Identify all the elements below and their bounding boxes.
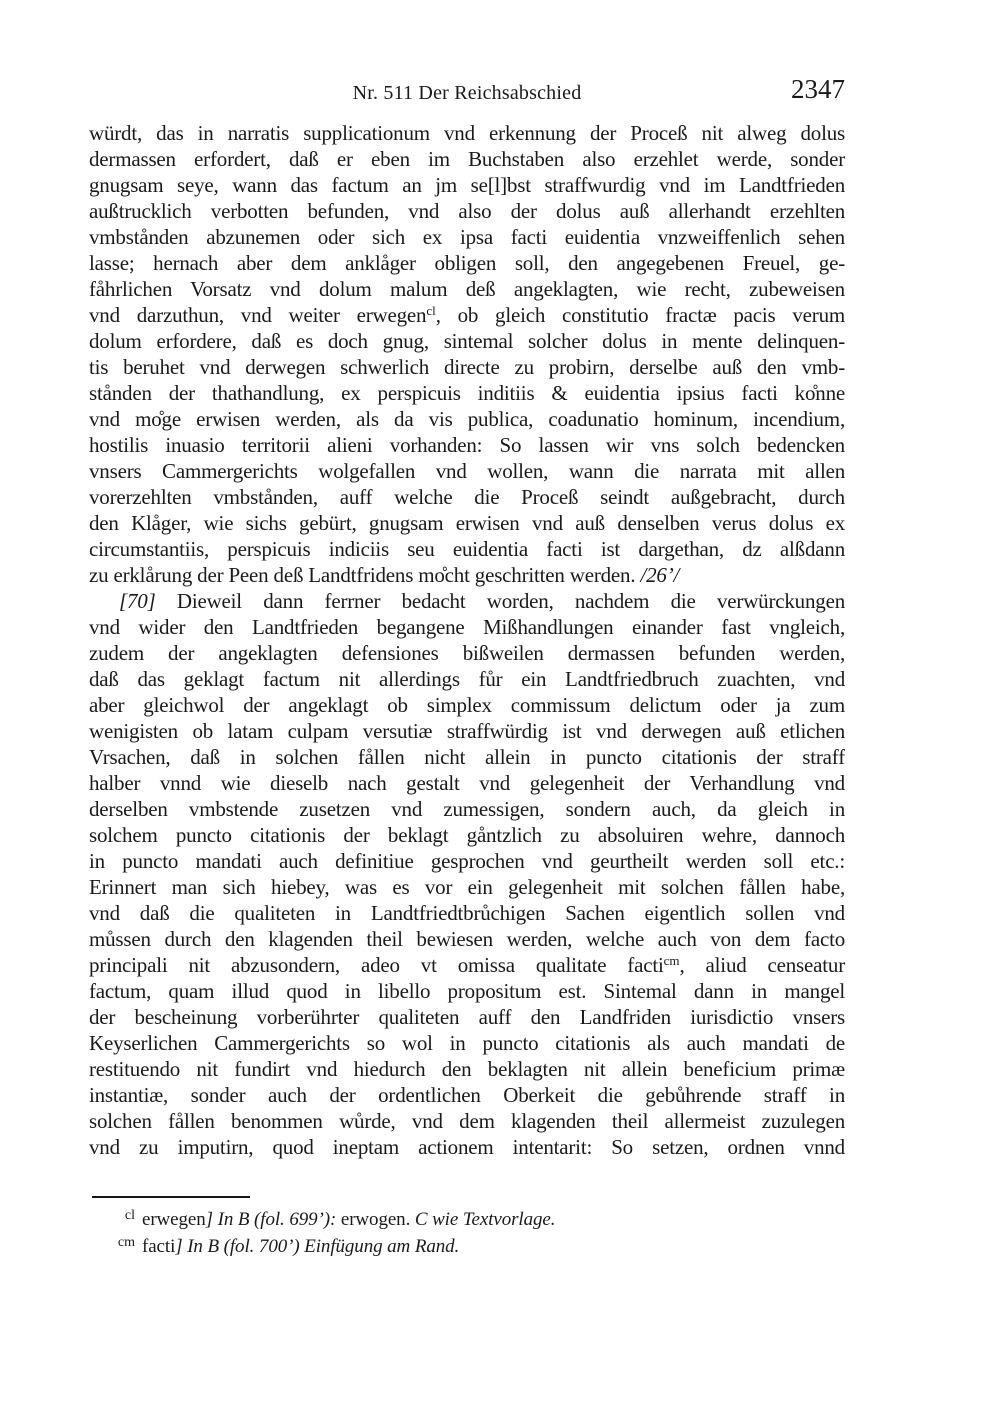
paragraph xyxy=(89,120,845,588)
text-line: dolum erfordere, daß es doch gnug, sintemal solcher dolus in mente delinquen- xyxy=(89,329,845,353)
text-line: zudem der angeklagten defensiones bißweilen dermassen befunden werden, xyxy=(89,641,845,665)
text-line: vnsers Cammergerichts wolgefallen vnd wollen, wann die narrata mit allen xyxy=(89,459,845,483)
text-line: circumstantiis, perspicuis indiciis seu euidentia facti ist dargethan, dz alßdann xyxy=(89,537,845,561)
text-line: vmbstånden abzunemen oder sich ex ipsa facti euidentia vnzweiffenlich sehen xyxy=(89,225,845,249)
text-line: factum, quam illud quod in libello propositum est. Sintemal dann in mangel xyxy=(89,979,845,1003)
text-line: außtrucklich verbotten befunden, vnd also der dolus auß allerhandt erzehlten xyxy=(89,199,845,223)
text-line: fåhrlichen Vorsatz vnd dolum malum deß angeklagten, wie recht, zubeweisen xyxy=(89,277,845,301)
text-line: dermassen erfordert, daß er eben im Buchstaben also erzehlet werde, sonder xyxy=(89,147,845,171)
text-line: hostilis inuasio territorii alieni vorhanden: So lassen wir vns solch bedencken xyxy=(89,433,845,457)
text-line: gnugsam seye, wann das factum an jm se[l]bst straffwurdig vnd im Landtfrieden xyxy=(89,173,845,197)
text-line: instantiæ, sonder auch der ordentlichen Oberkeit die gebůhrende straff in xyxy=(89,1083,845,1107)
body-text xyxy=(89,120,845,1160)
running-title: Nr. 511 Der Reichsabschied xyxy=(352,82,582,104)
footnote: cl erwegen] In B (fol. 699’): erwogen. C wie Textvorlage. xyxy=(89,1207,845,1234)
footnote-list xyxy=(89,1207,845,1261)
text-line: in puncto mandati auch definitiue gesprochen vnd geurtheilt werden soll etc.: xyxy=(89,849,845,873)
page-number: 2347 xyxy=(791,74,845,104)
text-line: stånden der thathandlung, ex perspicuis inditiis & euidentia ipsius facti ko̊nne xyxy=(89,381,845,405)
text-line: vnd wider den Landtfrieden begangene Mißhandlungen einander fast vngleich, xyxy=(89,615,845,639)
text-line: restituendo nit fundirt vnd hiedurch den beklagten nit allein beneficium primæ xyxy=(89,1057,845,1081)
text-line: solchen fållen benommen wůrde, vnd dem klagenden theil allermeist zuzulegen xyxy=(89,1109,845,1133)
text-line: Keyserlichen Cammergerichts so wol in puncto citationis als auch mandati de xyxy=(89,1031,845,1055)
text-line: [70] Dieweil dann ferrner bedacht worden, nachdem die verwürckungen xyxy=(119,589,845,613)
text-line: wenigisten ob latam culpam versutiæ straffwürdig ist vnd derwegen auß etlichen xyxy=(89,719,845,743)
text-line: würdt, das in narratis supplicationum vnd erkennung der Proceß nit alweg dolus xyxy=(89,121,845,145)
page-header xyxy=(89,74,845,110)
text-line: tis beruhet vnd derwegen schwerlich directe zu probirn, derselbe auß den vmb- xyxy=(89,355,845,379)
text-line: halber vnnd wie dieselb nach gestalt vnd gelegenheit der Verhandlung vnd xyxy=(89,771,845,795)
text-line: vnd zu imputirn, quod ineptam actionem intentarit: So setzen, ordnen vnnd xyxy=(89,1135,845,1159)
text-line: daß das geklagt factum nit allerdings fůr ein Landtfriedbruch zuachten, vnd xyxy=(89,667,845,691)
text-line: principali nit abzusondern, adeo vt omissa qualitate facti$^{cm}$, aliud censeatur xyxy=(89,953,845,977)
footnote-marker: cm xyxy=(117,1235,135,1250)
text-line: derselben vmbstende zusetzen vnd zumessigen, sondern auch, da gleich in xyxy=(89,797,845,821)
text-line: vnd daß die qualiteten in Landtfriedtbrůchigen Sachen eigentlich sollen vnd xyxy=(89,901,845,925)
text-line: vorerzehlten vmbstånden, auff welche die Proceß seindt außgebracht, durch xyxy=(89,485,845,509)
footnote-marker: cl xyxy=(124,1208,135,1223)
text-line: den Klåger, wie sichs gebürt, gnugsam erwisen vnd auß denselben verus dolus ex xyxy=(89,511,845,535)
text-line: lasse; hernach aber dem anklåger obligen soll, den angegebenen Freuel, ge- xyxy=(89,251,845,275)
text-line: der bescheinung vorberührter qualiteten auff den Landfriden iurisdictio vnsers xyxy=(89,1005,845,1029)
apparatus-marker: cm xyxy=(663,953,680,968)
text-line: zu erklårung der Peen deß Landtfridens mo̊cht geschritten werden. /26’/ xyxy=(89,563,680,587)
footnotes-section xyxy=(89,1196,845,1261)
apparatus-marker: cl xyxy=(426,303,436,318)
text-line: vnd darzuthun, vnd weiter erwegen$^{cl}$, ob gleich constitutio fractæ pacis verum xyxy=(89,303,845,327)
text-line: můssen durch den klagenden theil bewiesen werden, welche auch von dem facto xyxy=(89,927,845,951)
text-line: vnd mo̊ge erwisen werden, als da vis publica, coadunatio hominum, incendium, xyxy=(89,407,845,431)
footnote: cm facti] In B (fol. 700’) Einfügung am Rand. xyxy=(89,1234,845,1261)
text-line: aber gleichwol der angeklagt ob simplex commissum delictum oder ja zum xyxy=(89,693,845,717)
text-line: Erinnert man sich hiebey, was es vor ein gelegenheit mit solchen fållen habe, xyxy=(89,875,845,899)
paragraph xyxy=(89,588,845,1160)
footnote-separator xyxy=(92,1196,250,1198)
text-line: solchem puncto citationis der beklagt gåntzlich zu absoluiren wehre, dannoch xyxy=(89,823,845,847)
text-line: Vrsachen, daß in solchen fållen nicht allein in puncto citationis der straff xyxy=(89,745,845,769)
